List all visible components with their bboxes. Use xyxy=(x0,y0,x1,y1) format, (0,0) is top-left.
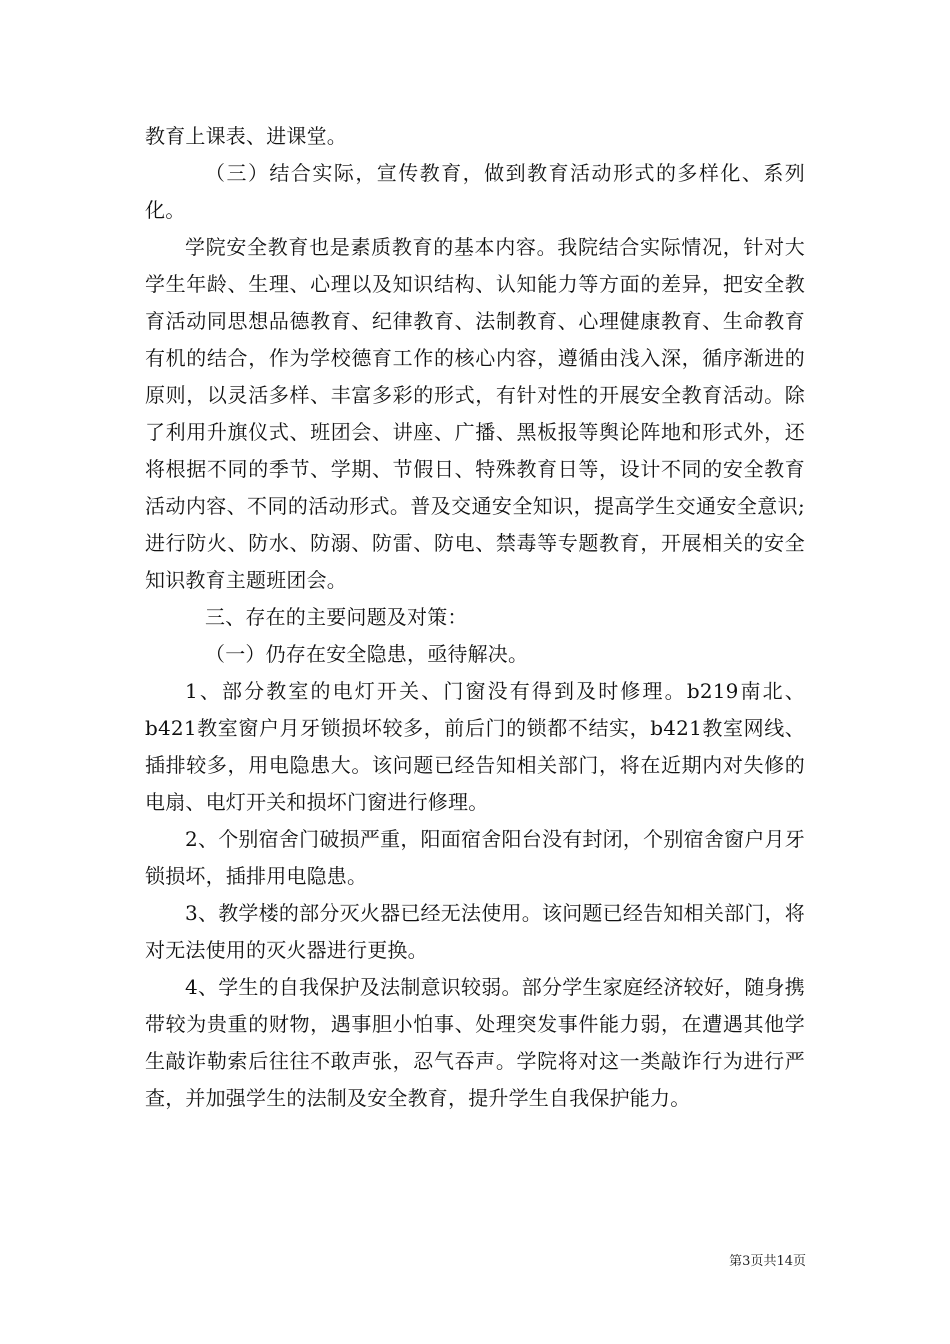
section-heading-problems: 三、存在的主要问题及对策： xyxy=(205,605,468,629)
paragraph-continuation: 教育上课表、进课堂。 xyxy=(145,124,347,148)
document-body xyxy=(145,118,805,1117)
subheading-three: （三）结合实际，宣传教育，做到教育活动形式的多样化、系列化。 xyxy=(145,161,805,222)
paragraph-safety-education: 学院安全教育也是素质教育的基本内容。我院结合实际情况，针对大学生年龄、生理、心理以及知识结构、认知能力等方面的差异，把安全教育活动同思想品德教育、纪律教育、法制教育、心理健康教育、生命教育有机的结合，作为学校德育工作的核心内容，遵循由浅入深，循序渐进的原则，以灵活多样、丰富多彩的形式，有针对性的开展安全教育活动。除了利用升旗仪式、班团会、讲座、广播、黑板报等舆论阵地和形式外，还将根据不同的季节、学期、节假日、特殊教育日等，设计不同的安全教育活动内容、不同的活动形式。普及交通安全知识，提高学生交通安全意识;进行防火、防水、防溺、防雷、防电、禁毒等专题教育，开展相关的安全知识教育主题班团会。 xyxy=(145,235,805,592)
list-item-4: 4、学生的自我保护及法制意识较弱。部分学生家庭经济较好，随身携带较为贵重的财物，遇事胆小怕事、处理突发事件能力弱，在遭遇其他学生敲诈勒索后往往不敢声张，忍气吞声。学院将对这一类敲诈行为进行严查，并加强学生的法制及安全教育，提升学生自我保护能力。 xyxy=(145,975,805,1110)
page-number: 第3页共14页 xyxy=(729,1254,806,1269)
subheading-one: （一）仍存在安全隐患，亟待解决。 xyxy=(205,642,529,666)
list-item-3: 3、教学楼的部分灭火器已经无法使用。该问题已经告知相关部门，将对无法使用的灭火器进行更换。 xyxy=(145,901,805,962)
list-item-1: 1、部分教室的电灯开关、门窗没有得到及时修理。b219南北、b421教室窗户月牙锁损坏较多，前后门的锁都不结实，b421教室网线、插排较多，用电隐患大。该问题已经告知相关部门，将在近期内对失修的电扇、电灯开关和损坏门窗进行修理。 xyxy=(145,679,805,814)
list-item-2: 2、个别宿舍门破损严重，阳面宿舍阳台没有封闭，个别宿舍窗户月牙锁损坏，插排用电隐患。 xyxy=(145,827,805,888)
